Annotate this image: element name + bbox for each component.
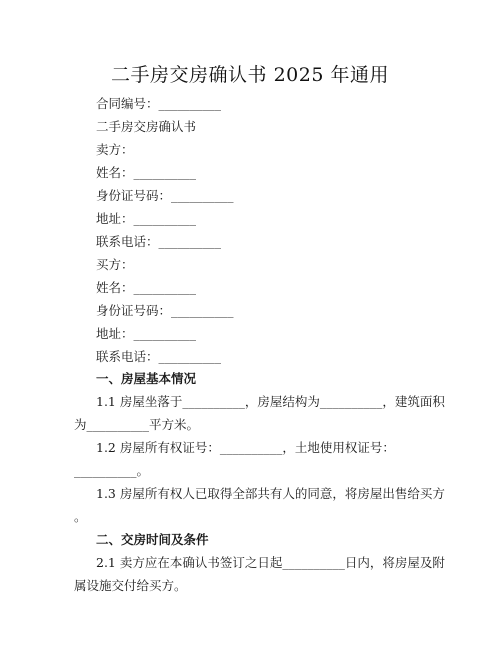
section-heading-handover: 二、交房时间及条件 bbox=[96, 532, 209, 547]
seller-phone-line: 联系电话：__________ bbox=[96, 234, 222, 249]
clause-1-2-line-2: __________。 bbox=[74, 463, 150, 478]
buyer-label: 买方： bbox=[96, 257, 134, 272]
clause-1-3-line-1: 1.3 房屋所有权人已取得全部共有人的同意，将房屋出售给买方 bbox=[96, 486, 445, 501]
seller-address-line: 地址：__________ bbox=[96, 211, 197, 226]
clause-2-1-line-1: 2.1 卖方应在本确认书签订之日起__________日内，将房屋及附 bbox=[96, 555, 445, 570]
buyer-phone-line: 联系电话：__________ bbox=[96, 349, 222, 364]
subtitle-line: 二手房交房确认书 bbox=[96, 119, 197, 134]
clause-1-1-line-1: 1.1 房屋坐落于__________，房屋结构为__________，建筑面积 bbox=[96, 394, 445, 409]
document-title: 二手房交房确认书 2025 年通用 bbox=[111, 64, 389, 86]
buyer-id-line: 身份证号码：__________ bbox=[96, 303, 234, 318]
seller-name-line: 姓名：__________ bbox=[96, 165, 197, 180]
seller-id-line: 身份证号码：__________ bbox=[96, 188, 234, 203]
buyer-address-line: 地址：__________ bbox=[96, 326, 197, 341]
clause-1-3-line-2: 。 bbox=[74, 509, 87, 524]
contract-number-line: 合同编号：__________ bbox=[96, 96, 222, 111]
buyer-name-line: 姓名：__________ bbox=[96, 280, 197, 295]
seller-label: 卖方： bbox=[96, 142, 134, 157]
clause-2-1-line-2: 属设施交付给买方。 bbox=[74, 578, 187, 593]
section-heading-property-info: 一、房屋基本情况 bbox=[96, 371, 197, 386]
clause-1-1-line-2: 为__________平方米。 bbox=[74, 417, 200, 432]
clause-1-2-line-1: 1.2 房屋所有权证号：__________，土地使用权证号： bbox=[96, 440, 395, 455]
